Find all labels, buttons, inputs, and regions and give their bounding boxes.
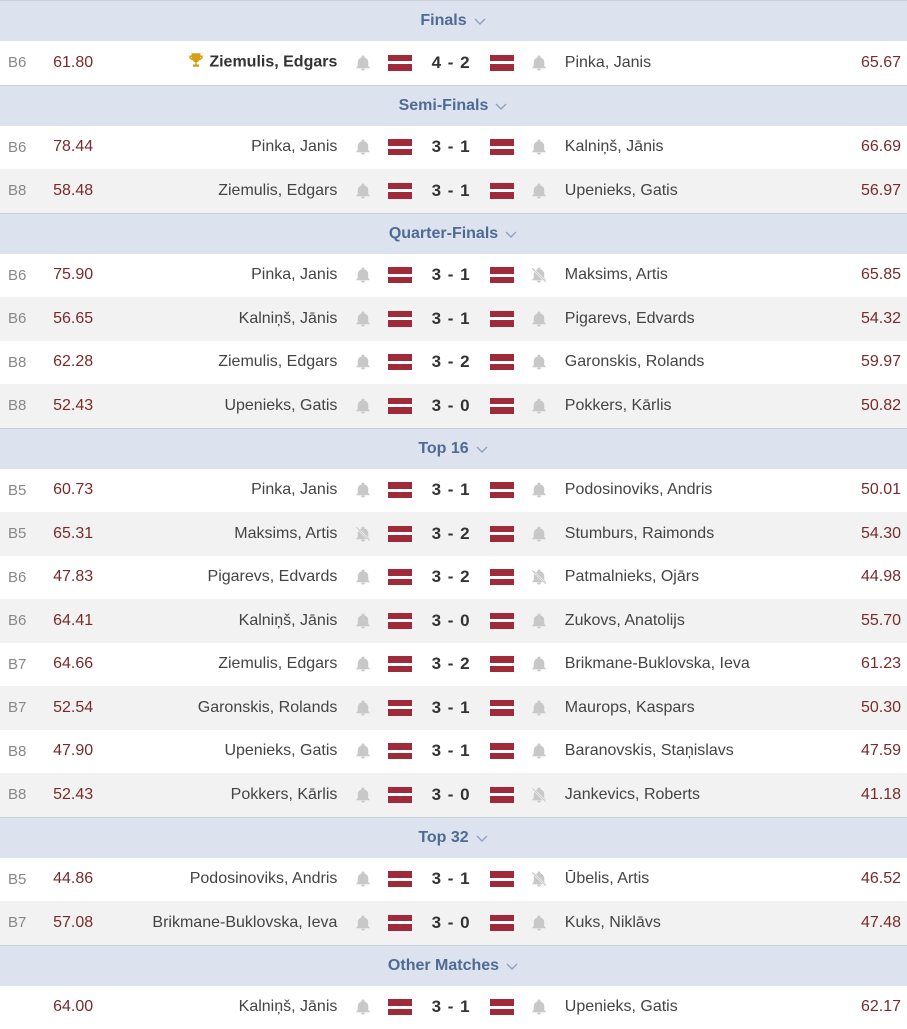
player-left-average: 44.86 bbox=[53, 870, 151, 888]
player-right-name[interactable]: Zukovs, Anatolijs bbox=[565, 612, 830, 630]
player-left-name-text: Ziemulis, Edgars bbox=[209, 54, 337, 71]
player-left-name[interactable] bbox=[151, 353, 337, 371]
latvia-flag-icon bbox=[490, 183, 514, 199]
latvia-flag-icon bbox=[490, 311, 514, 327]
board-number: B8 bbox=[0, 354, 53, 371]
match-row[interactable] bbox=[0, 469, 907, 513]
player-left-name-text: Ziemulis, Edgars bbox=[218, 182, 337, 199]
player-left-average: 52.54 bbox=[53, 699, 151, 717]
latvia-flag-icon bbox=[490, 999, 514, 1015]
bell-icon[interactable] bbox=[337, 397, 388, 415]
player-right-average: 59.97 bbox=[829, 353, 907, 371]
match-score: 3 - 1 bbox=[412, 181, 490, 201]
board-number: B8 bbox=[0, 182, 53, 199]
player-left-name[interactable] bbox=[151, 51, 337, 74]
section-title: Quarter-Finals bbox=[389, 225, 498, 243]
latvia-flag-icon bbox=[388, 482, 412, 498]
player-left-name-text: Maksims, Artis bbox=[234, 525, 337, 542]
player-left-name[interactable] bbox=[151, 138, 337, 156]
chevron-down-icon bbox=[504, 227, 518, 241]
player-left-name-text: Upenieks, Gatis bbox=[224, 742, 337, 759]
player-right-name[interactable]: Baranovskis, Staņislavs bbox=[565, 742, 830, 760]
latvia-flag-icon bbox=[388, 743, 412, 759]
bell-icon[interactable] bbox=[337, 612, 388, 630]
player-right-average: 41.18 bbox=[829, 786, 907, 804]
bell-icon[interactable] bbox=[514, 525, 565, 543]
player-left-name[interactable] bbox=[151, 612, 337, 630]
bell-icon[interactable] bbox=[337, 914, 388, 932]
player-left-average: 61.80 bbox=[53, 54, 151, 72]
player-right-name[interactable]: Pokkers, Kārlis bbox=[565, 397, 830, 415]
section-title: Top 32 bbox=[418, 829, 468, 847]
player-left-average: 64.41 bbox=[53, 612, 151, 630]
player-right-name[interactable]: Pinka, Janis bbox=[565, 54, 830, 72]
player-right-average: 55.70 bbox=[829, 612, 907, 630]
match-score: 3 - 0 bbox=[412, 785, 490, 805]
player-right-name[interactable]: Ūbelis, Artis bbox=[565, 870, 830, 888]
bell-icon[interactable] bbox=[337, 870, 388, 888]
bell-icon[interactable] bbox=[337, 353, 388, 371]
player-left-name-text: Upenieks, Gatis bbox=[224, 397, 337, 414]
match-score: 3 - 1 bbox=[412, 137, 490, 157]
player-right-average: 66.69 bbox=[829, 138, 907, 156]
match-score: 3 - 0 bbox=[412, 611, 490, 631]
player-left-name[interactable] bbox=[151, 914, 337, 932]
player-left-name[interactable] bbox=[151, 655, 337, 673]
board-number: B6 bbox=[0, 569, 53, 586]
latvia-flag-icon bbox=[388, 871, 412, 887]
latvia-flag-icon bbox=[490, 915, 514, 931]
bell-icon[interactable] bbox=[514, 481, 565, 499]
board-number: B6 bbox=[0, 267, 53, 284]
latvia-flag-icon bbox=[490, 613, 514, 629]
board-number: B6 bbox=[0, 310, 53, 327]
player-left-name[interactable] bbox=[151, 525, 337, 543]
section-title: Semi-Finals bbox=[399, 97, 489, 115]
section-header[interactable] bbox=[0, 0, 907, 41]
latvia-flag-icon bbox=[490, 656, 514, 672]
player-left-average: 64.00 bbox=[53, 998, 151, 1016]
bell-icon[interactable] bbox=[514, 138, 565, 156]
latvia-flag-icon bbox=[388, 915, 412, 931]
match-row[interactable] bbox=[0, 41, 907, 85]
player-left-name-text: Pigarevs, Edvards bbox=[208, 568, 338, 585]
section-header[interactable] bbox=[0, 428, 907, 469]
player-right-average: 62.17 bbox=[829, 998, 907, 1016]
latvia-flag-icon bbox=[490, 743, 514, 759]
board-number: B5 bbox=[0, 871, 53, 888]
match-score: 3 - 1 bbox=[412, 480, 490, 500]
bell-icon[interactable] bbox=[337, 266, 388, 284]
player-right-average: 54.32 bbox=[829, 310, 907, 328]
chevron-down-icon bbox=[505, 959, 519, 973]
match-row[interactable] bbox=[0, 730, 907, 774]
latvia-flag-icon bbox=[388, 139, 412, 155]
match-row[interactable] bbox=[0, 169, 907, 213]
player-left-average: 58.48 bbox=[53, 182, 151, 200]
player-left-average: 78.44 bbox=[53, 138, 151, 156]
match-row[interactable] bbox=[0, 858, 907, 902]
board-number: B5 bbox=[0, 482, 53, 499]
match-row[interactable] bbox=[0, 556, 907, 600]
match-row[interactable] bbox=[0, 643, 907, 687]
bell-off-icon[interactable] bbox=[514, 870, 565, 888]
bell-icon[interactable] bbox=[337, 310, 388, 328]
latvia-flag-icon bbox=[388, 656, 412, 672]
player-right-name[interactable]: Jankevics, Roberts bbox=[565, 786, 830, 804]
bell-icon[interactable] bbox=[514, 699, 565, 717]
player-left-name[interactable] bbox=[151, 182, 337, 200]
player-right-name[interactable]: Pigarevs, Edvards bbox=[565, 310, 830, 328]
match-row[interactable] bbox=[0, 341, 907, 385]
player-right-name[interactable]: Kuks, Niklāvs bbox=[565, 914, 830, 932]
latvia-flag-icon bbox=[490, 267, 514, 283]
section-header[interactable] bbox=[0, 817, 907, 858]
player-left-name-text: Kalniņš, Jānis bbox=[239, 998, 338, 1015]
board-number: B6 bbox=[0, 139, 53, 156]
bell-off-icon[interactable] bbox=[514, 786, 565, 804]
latvia-flag-icon bbox=[388, 526, 412, 542]
player-right-average: 61.23 bbox=[829, 655, 907, 673]
player-left-name[interactable] bbox=[151, 310, 337, 328]
latvia-flag-icon bbox=[490, 569, 514, 585]
bell-icon[interactable] bbox=[337, 742, 388, 760]
bell-icon[interactable] bbox=[337, 54, 388, 72]
bell-icon[interactable] bbox=[514, 914, 565, 932]
chevron-down-icon bbox=[494, 99, 508, 113]
trophy-icon bbox=[187, 51, 205, 74]
match-score: 3 - 1 bbox=[412, 265, 490, 285]
latvia-flag-icon bbox=[490, 700, 514, 716]
player-left-average: 52.43 bbox=[53, 786, 151, 804]
bell-icon[interactable] bbox=[514, 182, 565, 200]
player-right-name[interactable]: Podosinoviks, Andris bbox=[565, 481, 830, 499]
bell-icon[interactable] bbox=[514, 612, 565, 630]
match-score: 3 - 1 bbox=[412, 741, 490, 761]
player-left-name-text: Pinka, Janis bbox=[251, 138, 337, 155]
match-row[interactable] bbox=[0, 901, 907, 945]
board-number: B7 bbox=[0, 656, 53, 673]
match-row[interactable] bbox=[0, 986, 907, 1029]
player-left-average: 47.83 bbox=[53, 568, 151, 586]
latvia-flag-icon bbox=[388, 999, 412, 1015]
latvia-flag-icon bbox=[490, 139, 514, 155]
bell-icon[interactable] bbox=[337, 699, 388, 717]
board-number: B7 bbox=[0, 699, 53, 716]
match-score: 3 - 2 bbox=[412, 524, 490, 544]
match-row[interactable] bbox=[0, 686, 907, 730]
chevron-down-icon bbox=[475, 831, 489, 845]
player-right-average: 54.30 bbox=[829, 525, 907, 543]
player-left-name-text: Kalniņš, Jānis bbox=[239, 310, 338, 327]
bell-icon[interactable] bbox=[337, 138, 388, 156]
player-left-name[interactable] bbox=[151, 266, 337, 284]
player-right-average: 50.01 bbox=[829, 481, 907, 499]
player-left-average: 64.66 bbox=[53, 655, 151, 673]
bell-icon[interactable] bbox=[337, 182, 388, 200]
player-left-name[interactable] bbox=[151, 699, 337, 717]
match-score: 3 - 2 bbox=[412, 654, 490, 674]
bell-icon[interactable] bbox=[337, 655, 388, 673]
player-left-average: 65.31 bbox=[53, 525, 151, 543]
player-right-name[interactable]: Upenieks, Gatis bbox=[565, 182, 830, 200]
match-row[interactable] bbox=[0, 773, 907, 817]
player-left-name-text: Podosinoviks, Andris bbox=[190, 870, 338, 887]
match-row[interactable] bbox=[0, 254, 907, 298]
latvia-flag-icon bbox=[388, 183, 412, 199]
player-left-average: 62.28 bbox=[53, 353, 151, 371]
bell-icon[interactable] bbox=[514, 353, 565, 371]
latvia-flag-icon bbox=[388, 700, 412, 716]
player-right-average: 46.52 bbox=[829, 870, 907, 888]
player-left-average: 52.43 bbox=[53, 397, 151, 415]
bell-icon[interactable] bbox=[514, 742, 565, 760]
player-right-average: 47.59 bbox=[829, 742, 907, 760]
match-score: 3 - 1 bbox=[412, 869, 490, 889]
latvia-flag-icon bbox=[388, 398, 412, 414]
player-left-name-text: Garonskis, Rolands bbox=[198, 699, 338, 716]
bell-off-icon[interactable] bbox=[514, 568, 565, 586]
latvia-flag-icon bbox=[490, 482, 514, 498]
bell-icon[interactable] bbox=[514, 655, 565, 673]
player-right-name[interactable]: Garonskis, Rolands bbox=[565, 353, 830, 371]
player-right-average: 65.85 bbox=[829, 266, 907, 284]
match-row[interactable] bbox=[0, 126, 907, 170]
player-left-name-text: Pinka, Janis bbox=[251, 481, 337, 498]
player-left-name[interactable] bbox=[151, 397, 337, 415]
bell-icon[interactable] bbox=[337, 568, 388, 586]
board-number: B5 bbox=[0, 525, 53, 542]
board-number: B6 bbox=[0, 612, 53, 629]
latvia-flag-icon bbox=[490, 871, 514, 887]
player-right-average: 50.82 bbox=[829, 397, 907, 415]
player-right-average: 65.67 bbox=[829, 54, 907, 72]
section-header[interactable] bbox=[0, 945, 907, 986]
player-left-name[interactable] bbox=[151, 998, 337, 1016]
match-row[interactable] bbox=[0, 384, 907, 428]
player-right-average: 47.48 bbox=[829, 914, 907, 932]
board-number: B7 bbox=[0, 914, 53, 931]
player-left-name[interactable] bbox=[151, 568, 337, 586]
latvia-flag-icon bbox=[490, 354, 514, 370]
bell-icon[interactable] bbox=[337, 786, 388, 804]
player-left-name-text: Kalniņš, Jānis bbox=[239, 612, 338, 629]
player-right-average: 56.97 bbox=[829, 182, 907, 200]
player-left-average: 60.73 bbox=[53, 481, 151, 499]
match-score: 3 - 0 bbox=[412, 913, 490, 933]
bell-icon[interactable] bbox=[514, 998, 565, 1016]
section-title: Other Matches bbox=[388, 957, 499, 975]
bell-icon[interactable] bbox=[514, 54, 565, 72]
section-title: Top 16 bbox=[418, 440, 468, 458]
board-number: B8 bbox=[0, 786, 53, 803]
section-header[interactable] bbox=[0, 85, 907, 126]
bell-icon[interactable] bbox=[337, 481, 388, 499]
latvia-flag-icon bbox=[388, 613, 412, 629]
player-left-name[interactable] bbox=[151, 870, 337, 888]
latvia-flag-icon bbox=[388, 311, 412, 327]
match-score: 3 - 1 bbox=[412, 698, 490, 718]
match-score: 4 - 2 bbox=[412, 53, 490, 73]
player-left-name[interactable] bbox=[151, 481, 337, 499]
latvia-flag-icon bbox=[490, 787, 514, 803]
board-number: B6 bbox=[0, 54, 53, 71]
match-score: 3 - 0 bbox=[412, 396, 490, 416]
player-right-average: 44.98 bbox=[829, 568, 907, 586]
player-left-name-text: Ziemulis, Edgars bbox=[218, 655, 337, 672]
player-right-name[interactable]: Maurops, Kaspars bbox=[565, 699, 830, 717]
chevron-down-icon bbox=[473, 14, 487, 28]
match-row[interactable] bbox=[0, 512, 907, 556]
latvia-flag-icon bbox=[388, 267, 412, 283]
player-left-name-text: Ziemulis, Edgars bbox=[218, 353, 337, 370]
player-right-name[interactable]: Maksims, Artis bbox=[565, 266, 830, 284]
bell-icon[interactable] bbox=[514, 310, 565, 328]
bell-icon[interactable] bbox=[514, 397, 565, 415]
board-number: B8 bbox=[0, 743, 53, 760]
match-row[interactable] bbox=[0, 297, 907, 341]
chevron-down-icon bbox=[475, 442, 489, 456]
latvia-flag-icon bbox=[388, 55, 412, 71]
board-number: B8 bbox=[0, 397, 53, 414]
player-right-average: 50.30 bbox=[829, 699, 907, 717]
latvia-flag-icon bbox=[490, 55, 514, 71]
player-right-name[interactable]: Patmalnieks, Ojārs bbox=[565, 568, 830, 586]
player-left-name-text: Brikmane-Buklovska, Ieva bbox=[152, 914, 337, 931]
player-right-name[interactable]: Upenieks, Gatis bbox=[565, 998, 830, 1016]
latvia-flag-icon bbox=[490, 398, 514, 414]
player-left-average: 75.90 bbox=[53, 266, 151, 284]
bell-off-icon[interactable] bbox=[337, 525, 388, 543]
player-left-name-text: Pokkers, Kārlis bbox=[231, 786, 338, 803]
player-left-name-text: Pinka, Janis bbox=[251, 266, 337, 283]
match-row[interactable] bbox=[0, 599, 907, 643]
player-right-name[interactable]: Kalniņš, Jānis bbox=[565, 138, 830, 156]
player-left-average: 47.90 bbox=[53, 742, 151, 760]
player-left-name[interactable] bbox=[151, 786, 337, 804]
player-left-average: 57.08 bbox=[53, 914, 151, 932]
player-right-name[interactable]: Stumburs, Raimonds bbox=[565, 525, 830, 543]
bell-icon[interactable] bbox=[337, 998, 388, 1016]
latvia-flag-icon bbox=[490, 526, 514, 542]
match-score: 3 - 1 bbox=[412, 309, 490, 329]
latvia-flag-icon bbox=[388, 787, 412, 803]
player-left-name[interactable] bbox=[151, 742, 337, 760]
latvia-flag-icon bbox=[388, 354, 412, 370]
player-right-name[interactable]: Brikmane-Buklovska, Ieva bbox=[565, 655, 830, 673]
section-title: Finals bbox=[420, 12, 466, 30]
match-score: 3 - 2 bbox=[412, 567, 490, 587]
player-left-average: 56.65 bbox=[53, 310, 151, 328]
latvia-flag-icon bbox=[388, 569, 412, 585]
match-score: 3 - 2 bbox=[412, 352, 490, 372]
bell-off-icon[interactable] bbox=[514, 266, 565, 284]
match-score: 3 - 1 bbox=[412, 997, 490, 1017]
section-header[interactable] bbox=[0, 213, 907, 254]
